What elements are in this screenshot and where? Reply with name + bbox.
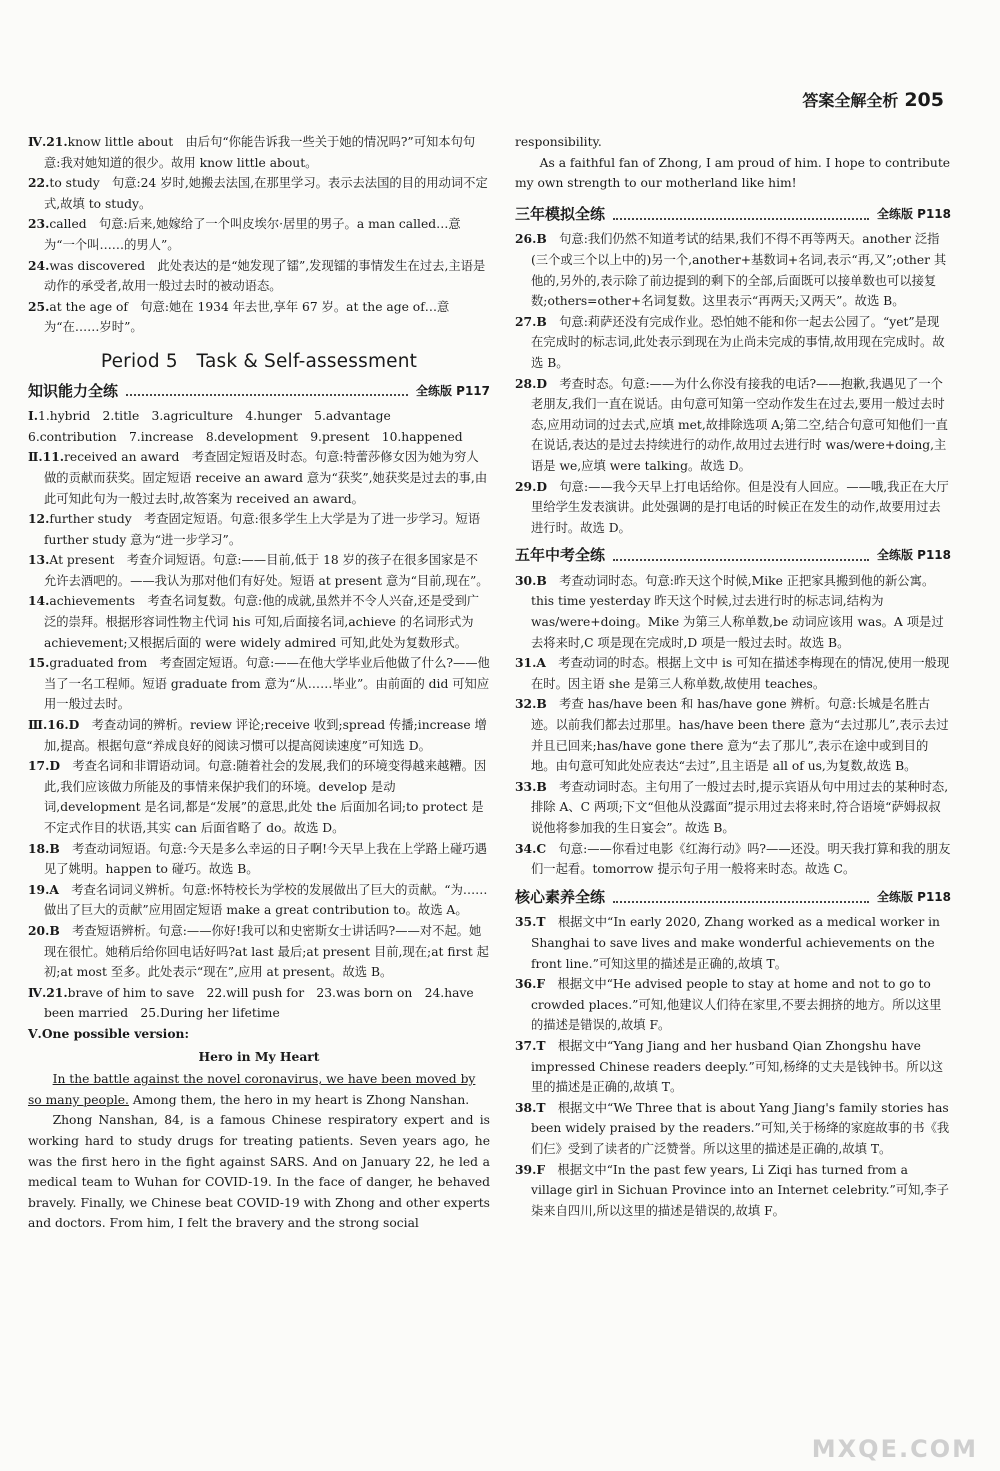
answer-item xyxy=(515,653,951,694)
essay-paragraph-1 xyxy=(28,1069,490,1110)
item-number: Ⅳ.21. xyxy=(28,134,68,149)
item-number: 32.B xyxy=(515,696,547,712)
item-text: 考查时态。句意:——为什么你没有接我的电话?——抱歉,我遇见了一个老朋友,我们一直在说话。由句意可知第一空动作发生在过去,要用一般过去时态,应用动词的过去式,应填 met,故排除选项 A;第二空,结合句意可知他们一直在说话,表达的是过去持续进行的动作,故用过去进行时 was/were+doing,主语是 we,应填 were talking。故选 D。 xyxy=(531,376,948,473)
answer-item xyxy=(28,983,490,1024)
item-text: 根据文中“We Three that is about Yang Jiang's family stories has been widely praised by the readers.”可知,关于杨绛的家庭故事的书《我们仨》受到了读者的广泛赞誉。所以这里的描述是正确的,故填 T。 xyxy=(531,1100,950,1156)
section-ref: 全练版 P118 xyxy=(876,889,951,904)
item-number: 34.C xyxy=(515,840,547,856)
item-number: Ⅰ. xyxy=(28,408,39,424)
section-title: 三年模拟全练 xyxy=(515,204,606,223)
item-text: 考查名词词义辨析。句意:怀特校长为学校的发展做出了巨大的贡献。“为……做出了巨大的贡献”应用固定短语 make a great contribution to。故选 A。 xyxy=(44,882,488,918)
section-title: 核心素养全练 xyxy=(515,887,606,906)
answer-group-s3 xyxy=(28,715,490,983)
essay-rest: Among them, the hero in my heart is Zhong Nanshan. xyxy=(128,1092,470,1107)
item-number: 17.D xyxy=(28,758,61,774)
answer-item xyxy=(28,839,490,880)
item-text: 考查名词和非谓语动词。句意:随着社会的发展,我们的环境变得越来越糟。因此,我们应该做力所能及的事情来保护我们的环境。develop 是动词,development 是名词,都是“发展”的意思,此处 the 后面加名词;to protect 是不定式作目的状语,其实 can 后面省略了 do。故选 D。 xyxy=(44,759,487,835)
answer-item xyxy=(515,571,951,653)
item-text: 根据文中“Yang Jiang and her husband Qian Zhongshu have impressed Chinese readers deeply.”可知,杨绛的丈夫是钱钟书。所以这里的描述是正确的,故填 T。 xyxy=(531,1038,944,1095)
item-text: at the age of 句意:她在 1934 年去世,享年 67 岁。at the age of…意为“在……岁时”。 xyxy=(44,299,450,335)
item-number: 36.F xyxy=(515,976,546,992)
item-text: 考查动词的辨析。review 评论;receive 收到;spread 传播;increase 增加,提高。根据句意“养成良好的阅读习惯可以提高阅读速度”可知选 D。 xyxy=(44,718,487,753)
item-number: 24. xyxy=(28,257,50,273)
answer-item xyxy=(28,880,490,921)
answer-item xyxy=(28,591,490,653)
answer-item xyxy=(28,406,490,427)
dotted-leader xyxy=(126,385,408,396)
item-text: brave of him to save 22.will push for 23.was born on 24.have been married 25.During her lifetime xyxy=(44,985,474,1021)
answer-item xyxy=(515,912,951,974)
answer-item xyxy=(515,974,951,1036)
dotted-leader xyxy=(613,550,869,561)
answer-item xyxy=(28,447,490,509)
item-text: received an award 考查固定短语及时态。句意:特蕾莎修女因为她为穷人做的贡献而获奖。固定短语 receive an award 意为“获奖”,她获奖是过去的事,由此可知此句为一般过去时,故答案为 received an award。 xyxy=(44,450,488,506)
section-title: 五年中考全练 xyxy=(515,546,606,565)
item-text: 句意:——你看过电影《红海行动》吗?——还没。明天我打算和我的朋友们一起看。tomorrow 提示句子用一般将来时态。故选 C。 xyxy=(531,841,951,877)
item-text: 考查短语辨析。句意:——你好!我可以和史密斯女士讲话吗?——对不起。她现在很忙。她稍后给你回电话好吗?at last 最后;at present 目前,现在;at first 起初;at most 至多。此处表示“现在”,应用 at present。故选 B。 xyxy=(44,923,489,980)
section-ref: 全练版 P117 xyxy=(415,383,490,398)
item-number: Ⅳ.21. xyxy=(28,984,68,1000)
header-title: 答案全解全析 xyxy=(802,91,899,110)
answer-group-s1 xyxy=(28,406,490,447)
answer-item xyxy=(515,477,951,539)
item-text: know little about 由后句“你能告诉我一些关于她的情况吗?”可知本句句意:我对她知道的很少。故用 know little about。 xyxy=(44,135,476,170)
answer-group-s4a xyxy=(28,132,490,338)
item-text: further study 考查固定短语。句意:很多学生上大学是为了进一步学习。短语 further study 意为“进一步学习”。 xyxy=(44,512,481,547)
answer-group-s35 xyxy=(515,912,951,1221)
right-column xyxy=(515,132,951,1221)
item-number: 27.B xyxy=(515,313,547,329)
essay-paragraph-3: As a faithful fan of Zhong, I am proud of him. I hope to contribute my own strength to our motherland like him! xyxy=(515,155,951,191)
essay-underlined: In the battle against the novel coronavirus, we have been moved by so many people. xyxy=(28,1072,476,1107)
page-number: 205 xyxy=(904,89,944,111)
item-text: 句意:莉萨还没有完成作业。恐怕她不能和你一起去公园了。“yet”是现在完成时的标志词,此处表示到现在为止尚未完成的事情,故用现在完成时。故选 B。 xyxy=(531,314,945,370)
item-number: Ⅱ.11. xyxy=(28,449,65,465)
item-text: 句意:——我今天早上打电话给你。但是没有人回应。——哦,我正在大厅里给学生发表演讲。此处强调的是打电话的时候正在发生的动作,故要用过去进行时。故选 D。 xyxy=(531,479,949,535)
item-text: 句意:我们仍然不知道考试的结果,我们不得不再等两天。another 泛指(三个或三个以上中的)另一个,another+基数词+名词,表示“再,又”;other 其他的,另外的,表示除了前边提到的剩下的全部,后面既可以接单数也可以接复数;others=other+名词复数。这里表示“再两天;又两天”。故选 B。 xyxy=(531,232,947,309)
item-text: 考查动词的时态。根据上文中 is 可知在描述李梅现在的情况,使用一般现在时。因主语 she 是第三人称单数,故使用 teaches。 xyxy=(531,656,950,691)
item-number: 31.A xyxy=(515,655,546,671)
item-text: achievements 考查名词复数。句意:他的成就,虽然并不令人兴奋,还是受到广泛的崇拜。根据形容词性物主代词 his 可知,后面接名词,achieve 的名词形式为 achievement;又根据后面的 were widely admired 可知,此处为复数形式。 xyxy=(44,594,480,650)
left-column xyxy=(28,132,490,1234)
answer-item xyxy=(515,694,951,776)
item-text: 根据文中“In the past few years, Li Ziqi has turned from a village girl in Sichuan Province into an Internet celebrity.”可知,李子柒来自四川,所以这里的描述是错误的,故填 F。 xyxy=(531,1162,949,1218)
item-number: 29.D xyxy=(515,478,548,494)
section-heading-sannian xyxy=(515,204,951,225)
answer-group-s30 xyxy=(515,571,951,880)
answer-item xyxy=(515,374,951,477)
section-heading-zhishi xyxy=(28,381,490,402)
answer-group-s26 xyxy=(515,229,951,538)
section-heading-hexin xyxy=(515,887,951,908)
answer-item xyxy=(28,173,490,214)
item-number: 23. xyxy=(28,216,50,232)
watermark: MXQE.COM xyxy=(811,1435,978,1463)
answer-item xyxy=(28,715,490,756)
item-text: 6.contribution 7.increase 8.development 9.present 10.happened xyxy=(28,429,463,444)
item-number: 30.B xyxy=(515,572,547,588)
answer-item xyxy=(515,1036,951,1098)
item-number: 12. xyxy=(28,511,50,527)
answer-item xyxy=(515,1160,951,1222)
item-text: 考查动词时态。句意:昨天这个时候,Mike 正把家具搬到他的新公寓。this time yesterday 昨天这个时候,过去进行时的标志词,结构为 was/were+doing。Mike 为第三人称单数,be 动词应该用 was。A 项是过去将来时,C 项是现在完成时,D 项是一般过去时。故选 B。 xyxy=(531,573,944,650)
answer-item xyxy=(28,214,490,255)
answer-item xyxy=(28,256,490,297)
essay-paragraph-2: Zhong Nanshan, 84, is a famous Chinese respiratory expert and is working hard to study drugs for treating patients. Seven years ago, he was the first hero in the fight against SARS. And on January 22, he led a medical team to Wuhan for COVID-19. In the face of danger, he behaved bravely. Finally, we Chinese beat COVID-19 with Zhong and other experts and doctors. From him, I felt the bravery and the strong social xyxy=(28,1113,490,1231)
item-text: to study 句意:24 岁时,她搬去法国,在那里学习。表示去法国的目的用动词不定式,故填 to study。 xyxy=(44,176,488,211)
answer-item xyxy=(28,509,490,550)
item-text: 1.hybrid 2.title 3.agriculture 4.hunger 5.advantage xyxy=(38,409,391,424)
item-number: 14. xyxy=(28,593,50,609)
item-text: called 句意:后来,她嫁给了一个叫皮埃尔·居里的男子。a man called…意为“一个叫……的男人”。 xyxy=(44,217,461,252)
answer-item xyxy=(28,297,490,338)
answer-item xyxy=(515,839,951,880)
item-text: 考查动词短语。句意:今天是多么幸运的日子啊!今天早上我在上学路上碰巧遇见了姚明。happen to 碰巧。故选 B。 xyxy=(44,841,487,877)
section-ref: 全练版 P118 xyxy=(876,206,951,221)
section-ref: 全练版 P118 xyxy=(876,548,951,563)
essay-continuation: responsibility. xyxy=(515,135,602,149)
item-number: 15. xyxy=(28,655,50,671)
item-text: At present 考查介词短语。句意:——目前,低于 18 岁的孩子在很多国家是不允许去酒吧的。——我认为那对他们有好处。短语 at present 意为“目前,现在”。 xyxy=(44,553,489,588)
item-text: 根据文中“He advised people to stay at home and not to go to crowded places.”可知,他建议人们待在家里,不要去拥挤的地方。所以这里的描述是错误的,故填 F。 xyxy=(531,977,942,1033)
period-title: Period 5 Task & Self-assessment xyxy=(100,350,418,372)
item-number: 28.D xyxy=(515,375,548,391)
item-number: 38.T xyxy=(515,1099,546,1115)
item-number: 18.B xyxy=(28,840,60,856)
answer-item xyxy=(28,132,490,173)
dotted-leader xyxy=(613,209,869,220)
answer-item xyxy=(28,756,490,838)
answer-group-s2 xyxy=(28,447,490,715)
page-header xyxy=(802,88,944,111)
item-text: 根据文中“In early 2020, Zhang worked as a medical worker in Shanghai to save lives and make wonderful achievements on the front line.”可知这里的描述是正确的,故填 T。 xyxy=(531,915,940,971)
item-number: 25. xyxy=(28,298,50,314)
item-number: 20.B xyxy=(28,922,60,938)
item-number: 39.F xyxy=(515,1161,546,1177)
item-number: 13. xyxy=(28,552,50,568)
version-label: Ⅴ.One possible version: xyxy=(28,1025,189,1041)
section-heading-wunian xyxy=(515,545,951,566)
essay-title: Hero in My Heart xyxy=(198,1048,320,1064)
answer-item xyxy=(28,921,490,983)
answer-item xyxy=(28,427,490,448)
item-text: 考查动词时态。主句用了一般过去时,提示宾语从句中用过去的某种时态,排除 A、C 两项;下文“但他从没露面”提示用过去将来时,符合语境“萨姆叔叔说他将参加我的生日宴会”。故选 B。 xyxy=(531,779,949,835)
answer-item xyxy=(515,229,951,311)
dotted-leader xyxy=(613,892,869,903)
answer-item xyxy=(515,1098,951,1160)
item-number: 26.B xyxy=(515,231,547,247)
answer-item xyxy=(515,312,951,374)
item-text: 考查 has/have been 和 has/have gone 辨析。句意:长城是名胜古迹。以前我们都去过那里。has/have been there 意为“去过那儿”,表示去过并且已回来;has/have gone there 意为“去了那儿”,表示在途中或到目的地。由句意可知此处应表达“去过”,且主语是 all of us,为复数,故选 B。 xyxy=(531,697,949,774)
item-number: 35.T xyxy=(515,914,546,930)
item-number: 33.B xyxy=(515,778,547,794)
section-title: 知识能力全练 xyxy=(28,381,119,400)
item-text: was discovered 此处表达的是“她发现了镭”,发现镭的事情发生在过去,主语是动作的承受者,故用一般过去时的被动语态。 xyxy=(44,258,486,294)
item-number: 19.A xyxy=(28,881,59,897)
answer-item xyxy=(28,653,490,715)
item-text: graduated from 考查固定短语。句意:——在他大学毕业后他做了什么?——他当了一名工程师。短语 graduate from 意为“从……毕业”。由前面的 did 可知应用一般过去时。 xyxy=(44,656,490,712)
item-number: 22. xyxy=(28,175,50,191)
answer-item xyxy=(28,550,490,591)
answer-item xyxy=(515,777,951,839)
item-number: 37.T xyxy=(515,1037,546,1053)
item-number: Ⅲ.16.D xyxy=(28,717,80,733)
